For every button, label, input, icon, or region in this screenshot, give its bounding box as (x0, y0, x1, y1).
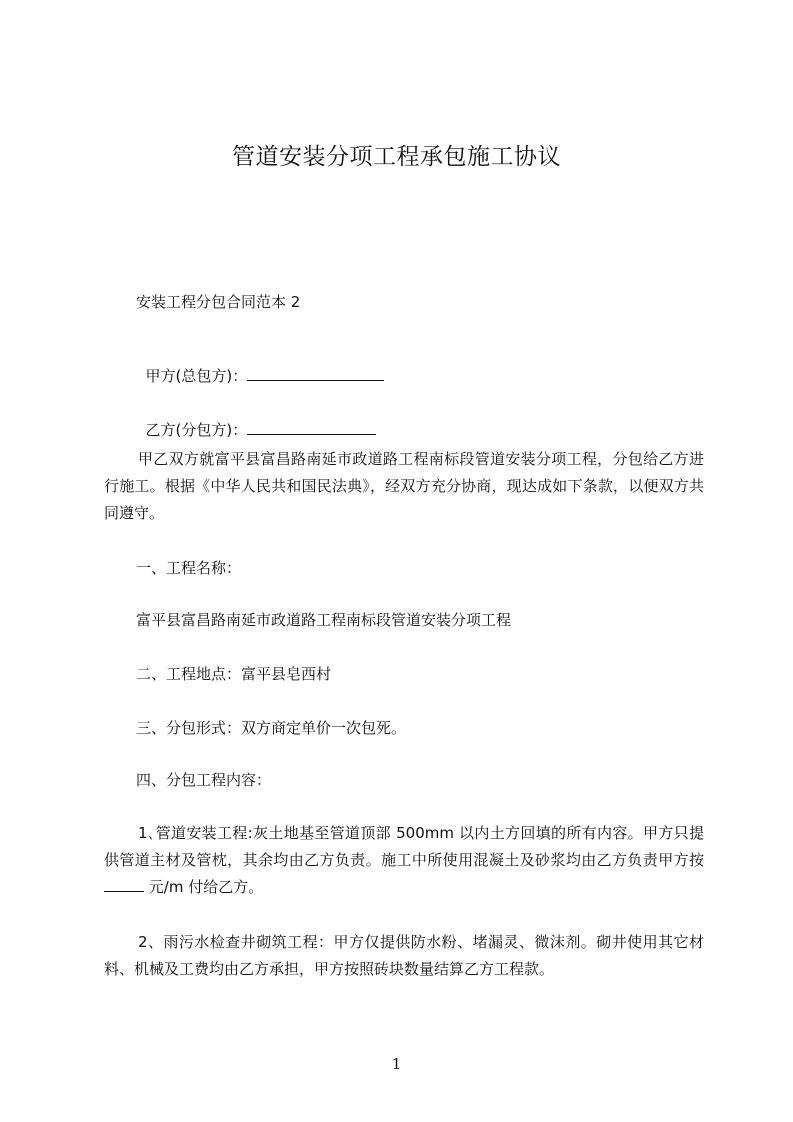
party-b-label: 乙方(分包方)： (145, 421, 248, 439)
item1-paragraph (104, 820, 704, 901)
section4-heading: 四、分包工程内容： (136, 771, 272, 789)
contract-subtitle: 安装工程分包合同范本 2 (136, 293, 301, 311)
intro-paragraph: 甲乙双方就富平县富昌路南延市政道路工程南标段管道安装分项工程，分包给乙方进行施工。根据《中华人民共和国民法典》，经双方充分协商，现达成如下条款，以便双方共同遵守。 (104, 450, 704, 522)
section1-heading: 一、工程名称： (136, 559, 242, 577)
party-b-blank (247, 420, 376, 435)
document-title: 管道安装分项工程承包施工协议 (232, 144, 561, 170)
section1-content: 富平县富昌路南延市政道路工程南标段管道安装分项工程 (136, 611, 512, 629)
party-a-line (136, 343, 384, 387)
item1-text: 1､管道安装工程:灰土地基至管道顶部 500mm 以内土方回填的所有内容。甲方只提供管道主材及管枕，其余均由乙方负责。施工中所使用混凝土及砂浆均由乙方负责甲方按 (104, 824, 704, 869)
price-blank (104, 877, 144, 892)
section2-location: 二、工程地点：富平县皂西村 (136, 665, 332, 683)
section3-form: 三、分包形式：双方商定单价一次包死。 (136, 719, 407, 737)
party-a-label: 甲方(总包方)： (145, 367, 248, 385)
item1-text-end: 元/m 付给乙方。 (148, 878, 264, 896)
party-b-line (136, 397, 376, 441)
page-number: 1 (391, 1055, 402, 1073)
party-a-blank (247, 366, 384, 381)
item2-paragraph: 2、雨污水检查井砌筑工程：甲方仅提供防水粉、堵漏灵、微沫剂。砌井使用其它材料、机械及工费均由乙方承担，甲方按照砖块数量结算乙方工程款。 (104, 933, 704, 978)
